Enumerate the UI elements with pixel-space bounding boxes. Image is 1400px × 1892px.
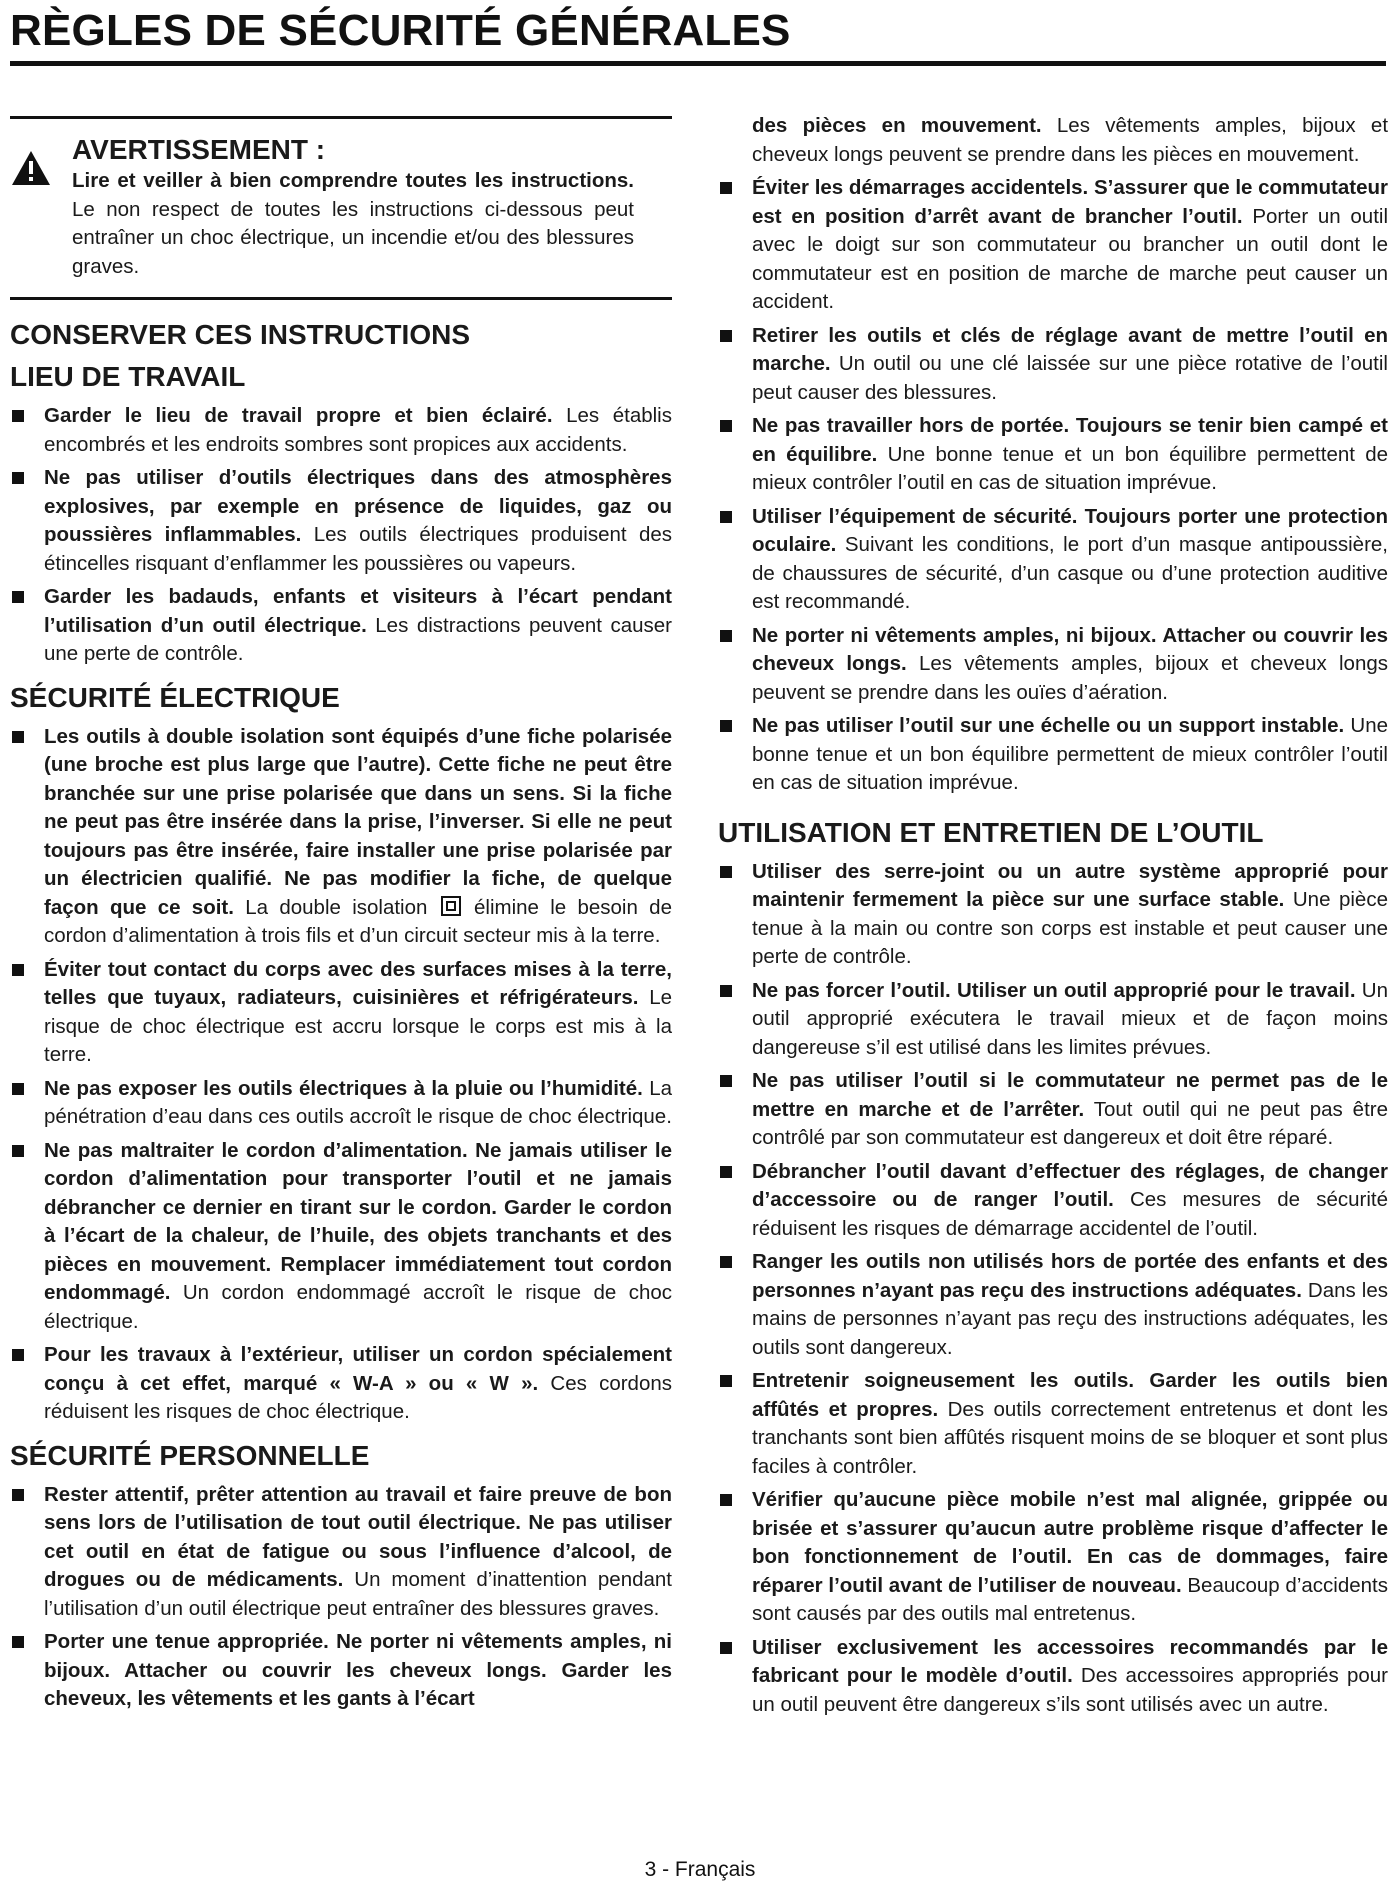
item-bold: Garder les badauds, enfants et visiteurs à l’écart pendant l’utilisation d’un outil électrique. <box>44 585 672 637</box>
item-bold: Ne porter ni vêtements amples, ni bijoux. Attacher ou couvrir les cheveux longs. <box>752 623 1388 675</box>
bullet-square-icon <box>720 1075 732 1087</box>
item-text: Dans les mains de personnes n’ayant pas reçu des instructions adéquates, les outils sont dangereux. <box>752 1278 1388 1359</box>
bullet-square-icon <box>12 591 24 603</box>
item-text: Une bonne tenue et un bon équilibre permettent de mieux contrôler l’outil en cas de situation imprévue. <box>752 714 1388 794</box>
item-text: Les établis encombrés et les endroits sombres sont propices aux accidents. <box>44 404 672 456</box>
item-bold: Pour les travaux à l’extérieur, utiliser un cordon spécialement conçu à cet effet, marqué « W-A » ou « W ». <box>44 1343 672 1395</box>
list-item <box>718 1067 1388 1153</box>
item-text: Un moment d’inattention pendant l’utilisation d’un outil électrique peut entraîner des blessures graves. <box>44 1568 672 1620</box>
item-bold: Retirer les outils et clés de réglage avant de mettre l’outil en marche. <box>752 323 1388 375</box>
item-text: Suivant les conditions, le port d’un masque antipoussière, de chaussures de sécurité, d’un casque ou d’une protection auditive est recommandé. <box>752 533 1388 613</box>
warning-body: Le non respect de toutes les instructions ci-dessous peut entraîner un choc électrique, un incendie et/ou des blessures graves. <box>72 197 634 278</box>
item-bold: Ne pas forcer l’outil. Utiliser un outil approprié pour le travail. <box>752 978 1356 1002</box>
section-title-tool-use: UTILISATION ET ENTRETIEN DE L’OUTIL <box>718 816 1264 848</box>
bullet-square-icon <box>720 1166 732 1178</box>
bullet-square-icon <box>12 964 24 976</box>
item-bold: Ne pas exposer les outils électriques à la pluie ou l’humidité. <box>44 1076 643 1100</box>
item-bold: Les outils à double isolation sont équipés d’une fiche polarisée (une broche est plus large que l’autre). Cette fiche ne peut être branchée sur une prise polarisée que dans un sens. Si la fiche ne peut pas être insérée dans la prise, l’inverser. Si elle ne peut toujours pas être insérée, faire installer une prise polarisée par un électricien qualifié. Ne pas modifier la fiche, de quelque façon que ce soit. <box>44 724 672 919</box>
item-text: Des outils correctement entretenus et dont les tranchants sont bien affûtés risquent moins de se bloquer et sont plus faciles à contrôler. <box>752 1397 1388 1478</box>
bullet-square-icon <box>720 182 732 194</box>
double-insulation-icon <box>441 896 461 916</box>
bullet-square-icon <box>12 1145 24 1157</box>
bullet-square-icon <box>720 511 732 523</box>
item-text: La double isolation <box>233 895 439 919</box>
bullet-square-icon <box>12 1349 24 1361</box>
bullet-square-icon <box>720 866 732 878</box>
item-text: Le risque de choc électrique est accru lorsque le corps est mis à la terre. <box>44 986 673 1066</box>
item-bold: Vérifier qu’aucune pièce mobile n’est mal alignée, grippée ou brisée et s’assurer qu’aucun autre problème risque d’affecter le bon fonctionnement de l’outil. En cas de dommages, faire réparer l’outil avant de l’utiliser de nouveau. <box>752 1488 1388 1597</box>
item-text: La pénétration d’eau dans ces outils accroît le risque de choc électrique. <box>44 1076 673 1128</box>
warning-box <box>10 116 672 300</box>
item-text: Une bonne tenue et un bon équilibre permettent de mieux contrôler l’outil en cas de situation imprévue. <box>752 442 1389 494</box>
item-bold: Ne pas maltraiter le cordon d’alimentation. Ne jamais utiliser le cordon d’alimentation pour transporter l’outil et ne jamais débrancher ce dernier en tirant sur le cordon. Garder le cordon à l’écart de la chaleur, de l’huile, des objets tranchants et des pièces en mouvement. Remplacer immédiatement tout cordon endommagé. <box>44 1138 672 1304</box>
item-bold: Ne pas utiliser l’outil sur une échelle ou un support instable. <box>752 714 1345 737</box>
item-text: Ces cordons réduisent les risques de choc électrique. <box>44 1371 673 1423</box>
warning-title: AVERTISSEMENT : <box>72 134 326 165</box>
list-item <box>10 583 672 669</box>
item-bold: Ranger les outils non utilisés hors de portée des enfants et des personnes n’ayant pas reçu des instructions adéquates. <box>752 1250 1388 1302</box>
list-item <box>718 322 1388 408</box>
warning-triangle-icon <box>10 149 52 187</box>
bullet-square-icon <box>720 1494 732 1506</box>
bullet-square-icon <box>720 1256 732 1268</box>
list-item-continued <box>718 112 1388 169</box>
personal-list-right <box>718 174 1388 798</box>
item-text: Un cordon endommagé accroît le risque de choc électrique. <box>44 1281 672 1333</box>
warning-bold: Lire et veiller à bien comprendre toutes les instructions. <box>72 169 634 192</box>
list-item <box>10 1075 672 1132</box>
electrical-list <box>10 723 672 1427</box>
bullet-square-icon <box>12 472 24 484</box>
bullet-square-icon <box>12 1636 24 1648</box>
list-item <box>718 174 1388 317</box>
warning-text <box>72 167 634 281</box>
list-item <box>718 1634 1388 1720</box>
item-text: élimine le besoin de cordon d’alimentation à trois fils et d’un circuit secteur mis à la terre. <box>44 895 672 947</box>
bullet-square-icon <box>720 1642 732 1654</box>
item-text: Ces mesures de sécurité réduisent les risques de démarrage accidentel de l’outil. <box>752 1188 1388 1240</box>
bullet-square-icon <box>12 1489 24 1501</box>
item-bold: Rester attentif, prêter attention au travail et faire preuve de bon sens lors de l’utilisation de tout outil électrique. Ne pas utiliser cet outil en état de fatigue ou sous l’influence d’alcool, de drogues ou de médicaments. <box>44 1482 672 1591</box>
list-item <box>10 1137 672 1337</box>
item-text: Les outils électriques produisent des étincelles risquant d’enflammer les poussières ou vapeurs. <box>44 523 672 575</box>
list-item <box>10 464 672 578</box>
item-bold: Porter une tenue appropriée. Ne porter ni vêtements amples, ni bijoux. Attacher ou couvrir les cheveux longs. Garder les cheveux, les vêtements et les gants à l’écart <box>44 1630 672 1710</box>
item-text: Une pièce tenue à la main ou contre son corps est instable et peut causer une perte de contrôle. <box>752 888 1388 968</box>
item-bold: Ne pas utiliser d’outils électriques dans des atmosphères explosives, par exemple en présence de liquides, gaz ou poussières inflammables. <box>44 466 672 546</box>
item-bold: Ne pas travailler hors de portée. Toujours se tenir bien campé et en équilibre. <box>752 414 1388 466</box>
keep-instructions-heading: CONSERVER CES INSTRUCTIONS <box>10 319 470 350</box>
item-bold: Éviter tout contact du corps avec des surfaces mises à la terre, telles que tuyaux, radiateurs, cuisinières et réfrigérateurs. <box>44 957 672 1009</box>
list-item <box>10 1628 672 1714</box>
bullet-square-icon <box>12 410 24 422</box>
list-item <box>10 1481 672 1624</box>
list-item <box>718 858 1388 972</box>
item-bold: Utiliser l’équipement de sécurité. Toujours porter une protection oculaire. <box>752 504 1388 556</box>
section-title-personal: SÉCURITÉ PERSONNELLE <box>10 1439 370 1471</box>
list-item <box>10 1341 672 1427</box>
item-bold: des pièces en mouvement. <box>752 114 1042 137</box>
list-item <box>718 712 1388 798</box>
item-bold: Entretenir soigneusement les outils. Garder les outils bien affûtés et propres. <box>752 1369 1388 1421</box>
work-area-list <box>10 402 672 669</box>
item-text: Les vêtements amples, bijoux et cheveux longs peuvent se prendre dans les ouïes d’aération. <box>752 652 1389 704</box>
list-item <box>10 402 672 459</box>
bullet-square-icon <box>720 1375 732 1387</box>
section-title-electrical: SÉCURITÉ ÉLECTRIQUE <box>10 681 340 713</box>
bullet-square-icon <box>12 1083 24 1095</box>
item-text: Porter un outil avec le doigt sur son commutateur ou brancher un outil dont le commutateur est en position de marche de marche peut causer un accident. <box>752 204 1389 313</box>
list-item <box>718 412 1388 498</box>
item-bold: Ne pas utiliser l’outil si le commutateur ne permet pas de le mettre en marche et de l’arrêter. <box>752 1069 1388 1121</box>
item-text: Les distractions peuvent causer une perte de contrôle. <box>44 613 672 665</box>
title-divider <box>10 61 1386 66</box>
list-item <box>718 622 1388 708</box>
bullet-square-icon <box>720 630 732 642</box>
list-item <box>718 503 1388 617</box>
list-item <box>718 1486 1388 1629</box>
page-footer: 3 - Français <box>644 1858 756 1881</box>
item-bold: Utiliser exclusivement les accessoires recommandés par le fabricant pour le modèle d’outil. <box>752 1635 1388 1687</box>
right-column <box>718 112 1388 1724</box>
list-item <box>718 977 1388 1063</box>
item-bold: Utiliser des serre-joint ou un autre système approprié pour maintenir fermement la pièce sur une surface stable. <box>752 859 1388 911</box>
bullet-square-icon <box>720 330 732 342</box>
section-title-work-area: LIEU DE TRAVAIL <box>10 361 246 392</box>
item-bold: Garder le lieu de travail propre et bien éclairé. <box>44 404 553 427</box>
bullet-square-icon <box>12 731 24 743</box>
item-text: Beaucoup d’accidents sont causés par des outils mal entretenus. <box>752 1573 1388 1625</box>
page-title: RÈGLES DE SÉCURITÉ GÉNÉRALES <box>10 6 791 55</box>
list-item <box>10 956 672 1070</box>
bullet-square-icon <box>720 985 732 997</box>
bullet-square-icon <box>720 720 732 732</box>
item-text: Des accessoires appropriés pour un outil peuvent être dangereux s’ils sont utilisés avec un autre. <box>752 1664 1388 1716</box>
list-item <box>718 1367 1388 1481</box>
bullet-square-icon <box>720 420 732 432</box>
list-item <box>718 1248 1388 1362</box>
list-item <box>10 723 672 951</box>
tool-use-list <box>718 858 1388 1720</box>
item-bold: Débrancher l’outil davant d’effectuer des réglages, de changer d’accessoire ou de ranger l’outil. <box>752 1159 1388 1211</box>
item-text: Un outil ou une clé laissée sur une pièce rotative de l’outil peut causer des blessures. <box>752 352 1388 404</box>
item-text: Tout outil qui ne peut pas être contrôlé par son commutateur est dangereux et doit être réparé. <box>752 1097 1388 1149</box>
item-bold: Éviter les démarrages accidentels. S’assurer que le commutateur est en position d’arrêt avant de brancher l’outil. <box>752 176 1388 228</box>
item-text: Les vêtements amples, bijoux et cheveux longs peuvent se prendre dans les pièces en mouvement. <box>752 114 1389 166</box>
item-text: Un outil approprié exécutera le travail mieux et de façon moins dangereuse s’il est utilisé dans les limites prévues. <box>752 978 1388 1059</box>
personal-list-left <box>10 1481 672 1714</box>
list-item <box>718 1158 1388 1244</box>
left-column <box>10 108 672 1719</box>
